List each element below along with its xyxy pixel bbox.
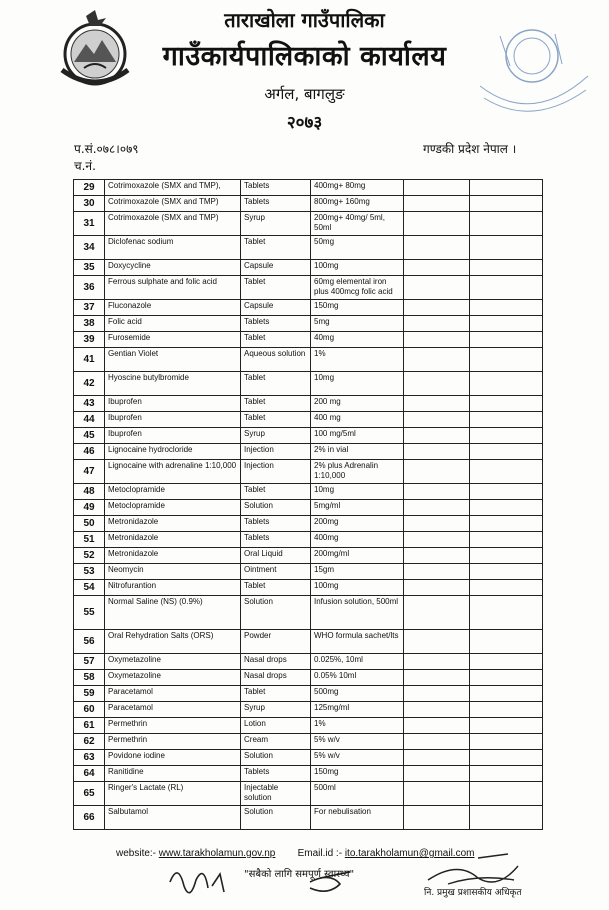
empty-cell <box>404 348 470 372</box>
dosage-form: Cream <box>241 734 311 750</box>
table-row <box>74 686 543 702</box>
empty-cell <box>470 316 543 332</box>
medicine-name: Gentian Violet <box>105 348 241 372</box>
medicine-name: Hyoscine butylbromide <box>105 372 241 396</box>
empty-cell <box>470 806 543 830</box>
strength: 0.05% 10ml <box>311 670 404 686</box>
empty-cell <box>404 412 470 428</box>
empty-cell <box>404 718 470 734</box>
table-row <box>74 212 543 236</box>
strength: 60mg elemental iron plus 400mcg folic acid <box>311 276 404 300</box>
row-number: 46 <box>74 444 105 460</box>
table-row <box>74 734 543 750</box>
row-number: 38 <box>74 316 105 332</box>
table-row <box>74 332 543 348</box>
dosage-form: Syrup <box>241 212 311 236</box>
medicine-name: Normal Saline (NS) (0.9%) <box>105 596 241 630</box>
empty-cell <box>470 460 543 484</box>
strength: 400mg <box>311 532 404 548</box>
table-row <box>74 484 543 500</box>
strength: For nebulisation <box>311 806 404 830</box>
table-row <box>74 260 543 276</box>
strength: 5mg <box>311 316 404 332</box>
row-number: 42 <box>74 372 105 396</box>
table-row <box>74 548 543 564</box>
row-number: 34 <box>74 236 105 260</box>
row-number: 39 <box>74 332 105 348</box>
table-row <box>74 412 543 428</box>
strength: 15gm <box>311 564 404 580</box>
strength: 5% w/v <box>311 750 404 766</box>
empty-cell <box>404 564 470 580</box>
table-row <box>74 806 543 830</box>
empty-cell <box>470 196 543 212</box>
strength: 100mg <box>311 260 404 276</box>
strength: 10mg <box>311 484 404 500</box>
empty-cell <box>470 596 543 630</box>
empty-cell <box>404 316 470 332</box>
empty-cell <box>404 332 470 348</box>
officer-designation: नि. प्रमुख प्रशासकीय अधिकृत <box>424 888 522 898</box>
dosage-form: Aqueous solution <box>241 348 311 372</box>
medicine-name: Furosemide <box>105 332 241 348</box>
empty-cell <box>470 516 543 532</box>
table-row <box>74 500 543 516</box>
medicine-name: Ibuprofen <box>105 412 241 428</box>
empty-cell <box>470 236 543 260</box>
dosage-form: Tablet <box>241 372 311 396</box>
medicine-name: Ibuprofen <box>105 396 241 412</box>
row-number: 49 <box>74 500 105 516</box>
strength: 50mg <box>311 236 404 260</box>
medicine-name: Ringer's Lactate (RL) <box>105 782 241 806</box>
office-address: अर्गल, बागलुङ <box>264 85 345 103</box>
website-link[interactable]: www.tarakholamun.gov.np <box>158 848 276 859</box>
row-number: 53 <box>74 564 105 580</box>
strength: 10mg <box>311 372 404 396</box>
strength: 1% <box>311 348 404 372</box>
medicine-name: Povidone iodine <box>105 750 241 766</box>
table-row <box>74 750 543 766</box>
medicine-name: Neomycin <box>105 564 241 580</box>
strength: 200mg+ 40mg/ 5ml, 50ml <box>311 212 404 236</box>
empty-cell <box>470 428 543 444</box>
medicine-name: Paracetamol <box>105 686 241 702</box>
table-row <box>74 564 543 580</box>
table-row <box>74 654 543 670</box>
empty-cell <box>404 580 470 596</box>
dosage-form: Tablet <box>241 580 311 596</box>
dosage-form: Injectable solution <box>241 782 311 806</box>
dosage-form: Tablet <box>241 332 311 348</box>
empty-cell <box>470 260 543 276</box>
empty-cell <box>404 396 470 412</box>
table-row <box>74 276 543 300</box>
medicine-name: Metoclopramide <box>105 500 241 516</box>
medicine-table <box>73 179 543 830</box>
empty-cell <box>404 516 470 532</box>
medicine-name: Cotrimoxazole (SMX and TMP) <box>105 196 241 212</box>
empty-cell <box>404 300 470 316</box>
dosage-form: Tablets <box>241 532 311 548</box>
empty-cell <box>404 654 470 670</box>
medicine-name: Permethrin <box>105 734 241 750</box>
empty-cell <box>470 396 543 412</box>
table-row <box>74 460 543 484</box>
empty-cell <box>404 670 470 686</box>
empty-cell <box>404 686 470 702</box>
strength: 40mg <box>311 332 404 348</box>
strength: 100mg <box>311 580 404 596</box>
strength: Infusion solution, 500ml <box>311 596 404 630</box>
province-label: गण्डकी प्रदेश नेपाल । <box>423 142 517 156</box>
dosage-form: Solution <box>241 750 311 766</box>
empty-cell <box>470 500 543 516</box>
dosage-form: Tablet <box>241 276 311 300</box>
empty-cell <box>470 548 543 564</box>
strength: 150mg <box>311 300 404 316</box>
row-number: 36 <box>74 276 105 300</box>
table-row <box>74 580 543 596</box>
row-number: 29 <box>74 180 105 196</box>
empty-cell <box>404 532 470 548</box>
dosage-form: Tablet <box>241 686 311 702</box>
empty-cell <box>404 444 470 460</box>
empty-cell <box>470 484 543 500</box>
strength: 200mg/ml <box>311 548 404 564</box>
row-number: 50 <box>74 516 105 532</box>
dosage-form: Nasal drops <box>241 654 311 670</box>
dosage-form: Tablets <box>241 316 311 332</box>
row-number: 55 <box>74 596 105 630</box>
row-number: 41 <box>74 348 105 372</box>
dosage-form: Capsule <box>241 260 311 276</box>
empty-cell <box>470 332 543 348</box>
empty-cell <box>404 212 470 236</box>
medicine-name: Oral Rehydration Salts (ORS) <box>105 630 241 654</box>
strength: WHO formula sachet/lts <box>311 630 404 654</box>
email-label: Email.id :- <box>297 848 343 859</box>
strength: 500mg <box>311 686 404 702</box>
dosage-form: Syrup <box>241 702 311 718</box>
row-number: 45 <box>74 428 105 444</box>
empty-cell <box>404 372 470 396</box>
dispatch-number: च.नं. <box>74 159 96 173</box>
medicine-name: Metronidazole <box>105 532 241 548</box>
table-row <box>74 196 543 212</box>
empty-cell <box>404 500 470 516</box>
row-number: 35 <box>74 260 105 276</box>
empty-cell <box>470 670 543 686</box>
strength: 500ml <box>311 782 404 806</box>
dosage-form: Tablets <box>241 196 311 212</box>
medicine-name: Lignocaine with adrenaline 1:10,000 <box>105 460 241 484</box>
strength: 100 mg/5ml <box>311 428 404 444</box>
dosage-form: Syrup <box>241 428 311 444</box>
row-number: 54 <box>74 580 105 596</box>
strength: 5mg/ml <box>311 500 404 516</box>
empty-cell <box>470 212 543 236</box>
strength: 5% w/v <box>311 734 404 750</box>
empty-cell <box>470 630 543 654</box>
table-row <box>74 396 543 412</box>
table-row <box>74 372 543 396</box>
empty-cell <box>470 686 543 702</box>
empty-cell <box>404 180 470 196</box>
table-row <box>74 444 543 460</box>
row-number: 60 <box>74 702 105 718</box>
medicine-name: Salbutamol <box>105 806 241 830</box>
dosage-form: Ointment <box>241 564 311 580</box>
empty-cell <box>470 300 543 316</box>
empty-cell <box>470 654 543 670</box>
empty-cell <box>404 548 470 564</box>
row-number: 37 <box>74 300 105 316</box>
office-title: गाउँकार्यपालिकाको कार्यालय <box>162 41 447 72</box>
dosage-form: Injection <box>241 460 311 484</box>
empty-cell <box>470 580 543 596</box>
row-number: 66 <box>74 806 105 830</box>
strength: 0.025%, 10ml <box>311 654 404 670</box>
medicine-name: Ranitidine <box>105 766 241 782</box>
empty-cell <box>404 630 470 654</box>
dosage-form: Tablet <box>241 396 311 412</box>
table-row <box>74 428 543 444</box>
empty-cell <box>404 596 470 630</box>
table-row <box>74 316 543 332</box>
reference-number: प.सं.०७८।०७९ <box>74 142 139 156</box>
empty-cell <box>470 702 543 718</box>
empty-cell <box>404 766 470 782</box>
dosage-form: Tablets <box>241 180 311 196</box>
dosage-form: Nasal drops <box>241 670 311 686</box>
empty-cell <box>404 276 470 300</box>
row-number: 58 <box>74 670 105 686</box>
empty-cell <box>470 718 543 734</box>
medicine-name: Paracetamol <box>105 702 241 718</box>
strength: 200 mg <box>311 396 404 412</box>
website-label: website:- <box>116 848 157 859</box>
medicine-name: Lignocaine hydrocloride <box>105 444 241 460</box>
dosage-form: Capsule <box>241 300 311 316</box>
row-number: 61 <box>74 718 105 734</box>
row-number: 56 <box>74 630 105 654</box>
table-row <box>74 766 543 782</box>
strength: 2% plus Adrenalin 1:10,000 <box>311 460 404 484</box>
dosage-form: Injection <box>241 444 311 460</box>
empty-cell <box>470 412 543 428</box>
dosage-form: Powder <box>241 630 311 654</box>
strength: 200mg <box>311 516 404 532</box>
medicine-name: Metronidazole <box>105 516 241 532</box>
empty-cell <box>470 734 543 750</box>
row-number: 62 <box>74 734 105 750</box>
table-row <box>74 348 543 372</box>
strength: 400mg+ 80mg <box>311 180 404 196</box>
table-row <box>74 236 543 260</box>
medicine-name: Cotrimoxazole (SMX and TMP), <box>105 180 241 196</box>
medicine-name: Diclofenac sodium <box>105 236 241 260</box>
row-number: 31 <box>74 212 105 236</box>
medicine-name: Doxycycline <box>105 260 241 276</box>
medicine-name: Fluconazole <box>105 300 241 316</box>
empty-cell <box>470 372 543 396</box>
dosage-form: Oral Liquid <box>241 548 311 564</box>
row-number: 30 <box>74 196 105 212</box>
strength: 2% in vial <box>311 444 404 460</box>
empty-cell <box>404 484 470 500</box>
established-year: २०७३ <box>286 113 323 133</box>
empty-cell <box>470 782 543 806</box>
row-number: 47 <box>74 460 105 484</box>
strength: 1% <box>311 718 404 734</box>
strength: 800mg+ 160mg <box>311 196 404 212</box>
medicine-name: Oxymetazoline <box>105 670 241 686</box>
medicine-name: Metronidazole <box>105 548 241 564</box>
municipality-name: ताराखोला गाउँपालिका <box>224 8 385 32</box>
dosage-form: Solution <box>241 806 311 830</box>
medicine-name: Ferrous sulphate and folic acid <box>105 276 241 300</box>
row-number: 57 <box>74 654 105 670</box>
dosage-form: Solution <box>241 596 311 630</box>
medicine-name: Permethrin <box>105 718 241 734</box>
empty-cell <box>404 702 470 718</box>
empty-cell <box>404 196 470 212</box>
row-number: 51 <box>74 532 105 548</box>
table-row <box>74 702 543 718</box>
row-number: 43 <box>74 396 105 412</box>
table-row <box>74 630 543 654</box>
empty-cell <box>404 428 470 444</box>
empty-cell <box>404 750 470 766</box>
table-row <box>74 300 543 316</box>
empty-cell <box>404 260 470 276</box>
empty-cell <box>404 806 470 830</box>
dosage-form: Tablet <box>241 484 311 500</box>
email-link[interactable]: ito.tarakholamun@gmail.com <box>344 848 475 859</box>
dosage-form: Tablet <box>241 236 311 260</box>
empty-cell <box>404 782 470 806</box>
medicine-name: Metoclopramide <box>105 484 241 500</box>
table-row <box>74 670 543 686</box>
medicine-name: Oxymetazoline <box>105 654 241 670</box>
empty-cell <box>470 180 543 196</box>
table-row <box>74 596 543 630</box>
row-number: 63 <box>74 750 105 766</box>
empty-cell <box>470 766 543 782</box>
table-row <box>74 532 543 548</box>
row-number: 52 <box>74 548 105 564</box>
health-slogan: "सबैको लागि समपूर्ण स्वास्थ्य" <box>244 869 355 880</box>
strength: 125mg/ml <box>311 702 404 718</box>
empty-cell <box>404 734 470 750</box>
table-row <box>74 180 543 196</box>
table-row <box>74 782 543 806</box>
table-row <box>74 718 543 734</box>
medicine-name: Folic acid <box>105 316 241 332</box>
row-number: 48 <box>74 484 105 500</box>
dosage-form: Tablet <box>241 412 311 428</box>
empty-cell <box>404 460 470 484</box>
empty-cell <box>470 564 543 580</box>
medicine-name: Ibuprofen <box>105 428 241 444</box>
medicine-name: Cotrimoxazole (SMX and TMP) <box>105 212 241 236</box>
row-number: 44 <box>74 412 105 428</box>
dosage-form: Tablets <box>241 516 311 532</box>
dosage-form: Solution <box>241 500 311 516</box>
dosage-form: Lotion <box>241 718 311 734</box>
empty-cell <box>404 236 470 260</box>
empty-cell <box>470 532 543 548</box>
medicine-name: Nitrofurantion <box>105 580 241 596</box>
table-row <box>74 516 543 532</box>
empty-cell <box>470 750 543 766</box>
row-number: 64 <box>74 766 105 782</box>
row-number: 59 <box>74 686 105 702</box>
empty-cell <box>470 444 543 460</box>
empty-cell <box>470 276 543 300</box>
empty-cell <box>470 348 543 372</box>
strength: 150mg <box>311 766 404 782</box>
dosage-form: Tablets <box>241 766 311 782</box>
row-number: 65 <box>74 782 105 806</box>
strength: 400 mg <box>311 412 404 428</box>
